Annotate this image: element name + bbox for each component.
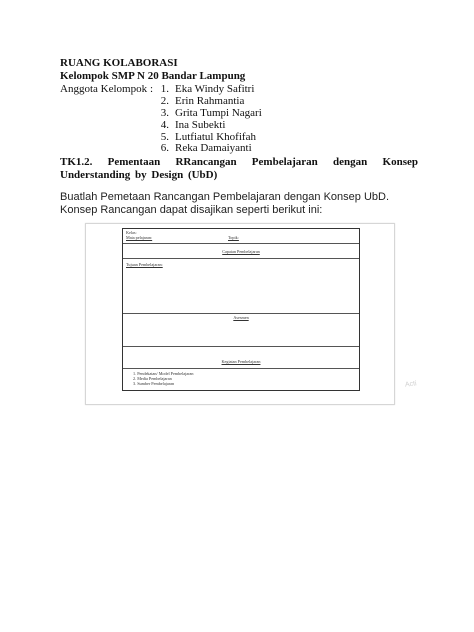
member-number: 3. [160,107,169,119]
group-name: Kelompok SMP N 20 Bandar Lampung [60,70,246,82]
kegiatan-item: 1. Pendekatan/ Model Pembelajaran [133,371,194,376]
form-screenshot [85,223,418,405]
asesmen-row [123,314,359,347]
kegiatan-label: Kegiatan Pembelajaran [221,359,261,364]
kegiatan-item: 2. Media Pembelajaran [133,376,172,381]
activation-watermark: Acti [404,380,418,389]
members-colon: : [150,83,154,95]
kegiatan-item: 3. Sumber Pembelajaran [133,381,175,386]
member-name: Eka Windy Safitri [175,83,255,95]
member-number: 2. [160,95,169,107]
member-number: 4. [160,119,169,131]
section-heading: TK1.2. Pementaan RRancangan Pembelajaran dengan Konsep Understanding by Design (UbD) [60,156,418,181]
member-number: 5. [160,131,169,143]
member-name: Reka Damaiyanti [175,142,252,154]
form-header-row [123,229,359,244]
kegiatan-row [123,347,359,369]
tujuan-label: Tujuan Pembelajaran: [126,262,163,267]
kelas-label: Kelas: [126,230,137,235]
capaian-label: Capaian Pembelajaran [222,249,260,254]
member-name: Erin Rahmantia [175,95,245,107]
kegiatan-list [123,369,359,389]
member-name: Grita Tumpi Nagari [175,107,262,119]
members-label: Anggota Kelompok [60,83,148,95]
member-name: Lutfiatul Khofifah [175,131,256,143]
asesmen-label: Asesmen [233,315,249,320]
member-number: 6. [160,142,169,154]
tujuan-row [123,259,359,314]
page-title: RUANG KOLABORASI [60,57,178,69]
capaian-row [123,244,359,259]
topik-label: Topik: [228,235,239,240]
member-name: Ina Subekti [175,119,226,131]
member-number: 1. [160,83,169,95]
instruction-text: Buatlah Pemetaan Rancangan Pembelajaran dengan Konsep UbD. Konsep Rancangan dapat disajikan seperti berikut ini: [60,191,390,216]
mapel-label: Mata pelajaran: [126,235,153,240]
lesson-plan-form [122,228,360,391]
